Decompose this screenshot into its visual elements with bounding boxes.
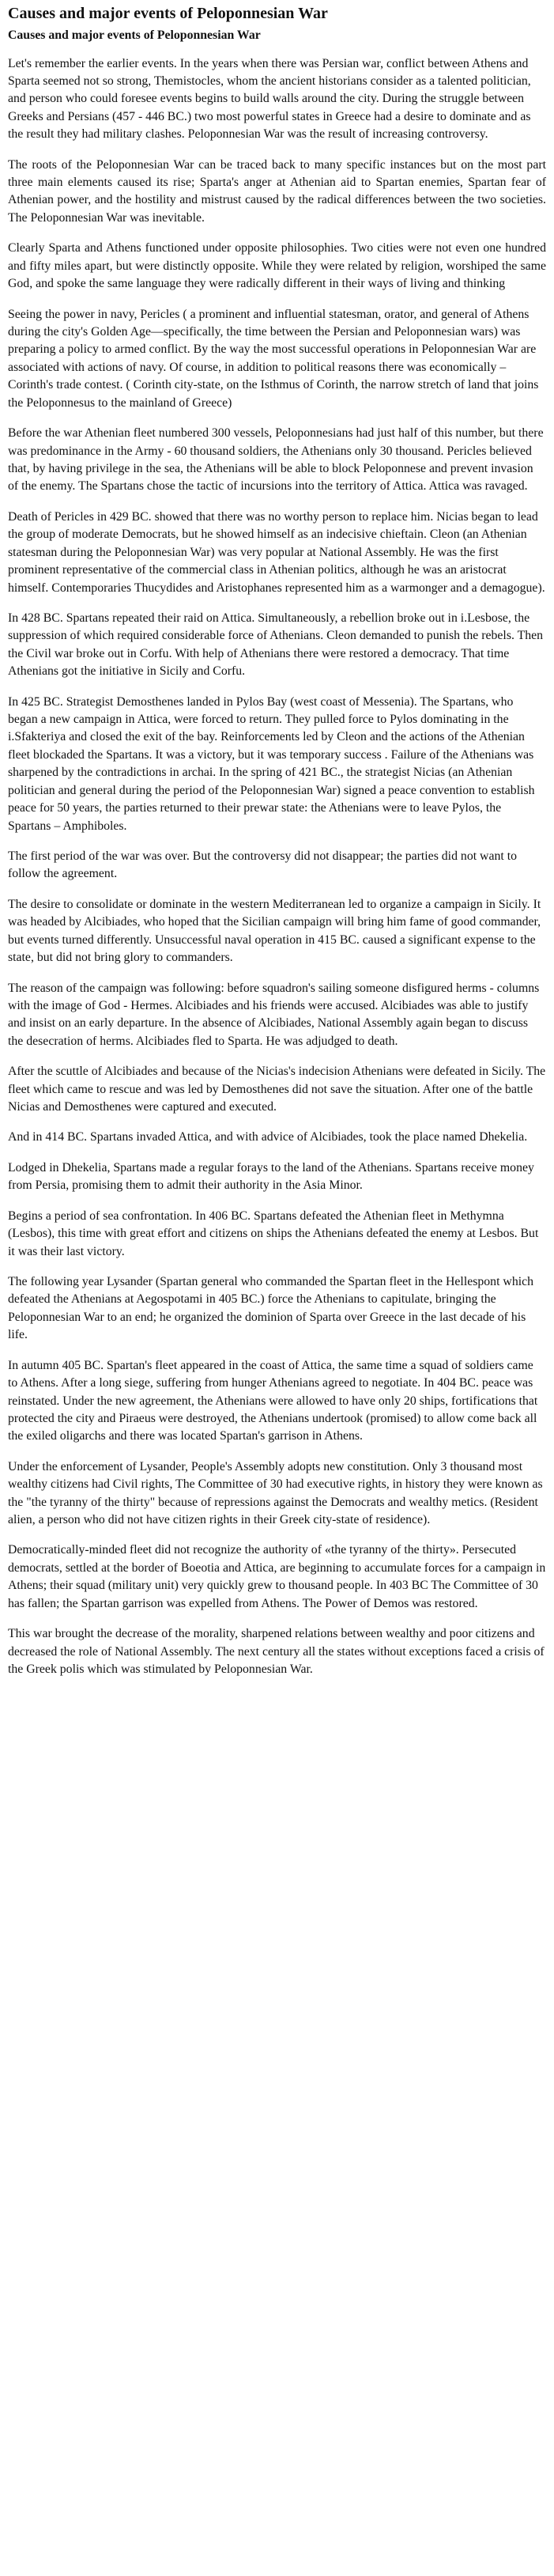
paragraph-18: Under the enforcement of Lysander, People's Assembly adopts new constitution. Only 3 thousand most wealthy citizens had Civil rights, The Committee of 30 had executive rights, in history they were known as the "the tyranny of the thirty" because of repressions against the Democrats and wealthy metics. (Resident alien, a person who did not have citizen rights in their Greek city-state of residence). [8, 1459, 543, 1527]
paragraph-4: Seeing the power in navy, Pericles ( a prominent and influential statesman, orator, and general of Athens during the city's Golden Age—specifically, the time between the Persian and Peloponnesian wars) was preparing a policy to armed conflict. By the way the most successful operations in Peloponnesian War are associated with actions of navy. Of course, in addition to political reasons there was economically – Corinth's trade contest. ( Corinth city-state, on the Isthmus of Corinth, the narrow stretch of land that joins the Peloponnesus to the mainland of Greece) [8, 307, 539, 410]
paragraph-15: Begins a period of sea confrontation. In 406 BC. Spartans defeated the Athenian fleet in Methymna (Lesbos), this time with great effort and citizens on ships the Athenians defeated the enemy at Lesbos. But it was their last victory. [8, 1209, 539, 1258]
paragraph-2: The roots of the Peloponnesian War can be traced back to many specific instances but on the most part three main elements caused its rise; Sparta's anger at Athenian aid to Spartan enemies, Spartan fear of Athenian power, and the hostility and mistrust caused by the radical differences between the two societies. The Peloponnesian War was inevitable. [8, 157, 546, 225]
paragraph-19: Democratically-minded fleet did not recognize the authority of «the tyranny of the thirty». Persecuted democrats, settled at the border of Boeotia and Attica, are beginning to accumulate forces for a campaign in Athens; their squad (military unit) very quickly grew to thousand people. In 403 BC The Committee of 30 has fallen; the Spartan garrison was expelled from Athens. The Power of Demos was restored. [8, 1543, 546, 1610]
paragraph-20: This war brought the decrease of the morality, sharpened relations between wealthy and poor citizens and decreased the role of National Assembly. The next century all the states without exceptions faced a crisis of the Greek polis which was stimulated by Peloponnesian War. [8, 1627, 545, 1677]
paragraph-6: Death of Pericles in 429 BC. showed that there was no worthy person to replace him. Nicias began to lead the group of moderate Democrats, but he showed himself as an indecisive chieftain. Cleon (an Athenian statesman during the Peloponnesian War) was very popular at National Assembly. He was the first prominent representative of the commercial class in Athenian politics, although he was an aristocrat himself. Contemporaries Thucydides and Aristophanes represented him as a warmonger and a demagogue). [8, 509, 545, 595]
article-subtitle: Causes and major events of Peloponnesian War [8, 28, 261, 42]
paragraph-9: The first period of the war was over. But the controversy did not disappear; the parties did not want to follow the agreement. [8, 849, 518, 881]
paragraph-10: The desire to consolidate or dominate in the western Mediterranean led to organize a campaign in Sicily. It was headed by Alcibiades, who hoped that the Sicilian campaign will bring him fame of good commander, but events turned differently. Unsuccessful naval operation in 415 BC. caused a significant expense to the state, but did not bring glory to commanders. [8, 897, 541, 965]
paragraph-5: Before the war Athenian fleet numbered 300 vessels, Peloponnesians had just half of this number, but there was predominance in the Army - 60 thousand soldiers, the Athenians only 30 thousand. Pericles believed that, by having privilege in the sea, the Athenians will be able to block Peloponnese and prevent invasion of the enemy. The Spartans chose the tactic of incursions into the territory of Attica. Attica was ravaged. [8, 426, 544, 494]
paragraph-14: Lodged in Dhekelia, Spartans made a regular forays to the land of the Athenians. Spartans receive money from Persia, promising them to admit their authority in the Asia Minor. [8, 1160, 534, 1193]
paragraph-12: After the scuttle of Alcibiades and because of the Nicias's indecision Athenians were defeated in Sicily. The fleet which came to rescue and was led by Demosthenes did not save the situation. After one of the battle Nicias and Demosthenes were captured and executed. [8, 1065, 546, 1114]
paragraph-16: The following year Lysander (Spartan general who commanded the Spartan fleet in the Hellespont which defeated the Athenians at Aegospotami in 405 BC.) force the Athenians to capitulate, bringing the Peloponnesian War to an end; he organized the dominion of Sparta over Greece in the last decade of his life. [8, 1275, 534, 1342]
article-body [8, 55, 546, 1679]
paragraph-8: In 425 BC. Strategist Demosthenes landed in Pylos Bay (west coast of Messenia). The Spartans, who began a new campaign in Attica, were forced to return. They pulled force to Pylos dominating in the i.Sfakteriya and closed the exit of the bay. Reinforcements led by Cleon and the actions of the Athenian fleet blockaded the Spartans. It was a victory, but it was temporary success . Failure of the Athenians was sharpened by the contradictions in archai. In the spring of 421 BC., the strategist Nicias (an Athenian politician and general during the period of the Peloponnesian War) signed a peace convention to establish peace for 50 years, the parties returned to their prewar state: the Athenians were to leave Pylos, the Spartans – Amphiboles. [8, 694, 535, 833]
paragraph-11: The reason of the campaign was following: before squadron's sailing someone disfigured herms - columns with the image of God - Hermes. Alcibiades and his friends were accused. Alcibiades was able to justify and insist on an early departure. In the absence of Alcibiades, National Assembly again began to discuss the desecration of herms. Alcibiades fled to Sparta. He was adjudged to death. [8, 981, 540, 1048]
article-title: Causes and major events of Peloponnesian War [8, 5, 328, 22]
paragraph-17: In autumn 405 BC. Spartan's fleet appeared in the coast of Attica, the same time a squad of soldiers came to Athens. After a long siege, suffering from hunger Athenians agreed to negotiate. In 404 BC. peace was reinstated. Under the new agreement, the Athenians were allowed to have only 20 ships, fortifications that protected the city and Piraeus were destroyed, the Athenians undertook (promised) to allow come back all the exiled oligarchs and there was located Spartan's garrison in Athens. [8, 1358, 538, 1443]
paragraph-13: And in 414 BC. Spartans invaded Attica, and with advice of Alcibiades, took the place named Dhekelia. [8, 1130, 528, 1144]
paragraph-3: Clearly Sparta and Athens functioned under opposite philosophies. Two cities were not even one hundred and fifty miles apart, but were distinctly opposite. While they were related by religion, worshiped the same God, and spoke the same language they were radically different in their ways of living and thinking [8, 241, 546, 291]
paragraph-1: Let's remember the earlier events. In the years when there was Persian war, conflict between Athens and Sparta seemed not so strong, Themistocles, whom the ancient historians consider as a talented politician, and person who could foresee events begins to build walls around the city. During the struggle between Greeks and Persians (457 - 446 BC.) two most powerful states in Greece had a desire to dominate and as the result they had military clashes. Peloponnesian War was the result of increasing controversy. [8, 56, 531, 142]
paragraph-7: In 428 BC. Spartans repeated their raid on Attica. Simultaneously, a rebellion broke out in i.Lesbose, the suppression of which required considerable force of Athenians. Cleon demanded to punish the rebels. Then the Civil war broke out in Corfu. With help of Athenians there were restored a democracy. That time Athenians got the initiative in Sicily and Corfu. [8, 611, 544, 679]
